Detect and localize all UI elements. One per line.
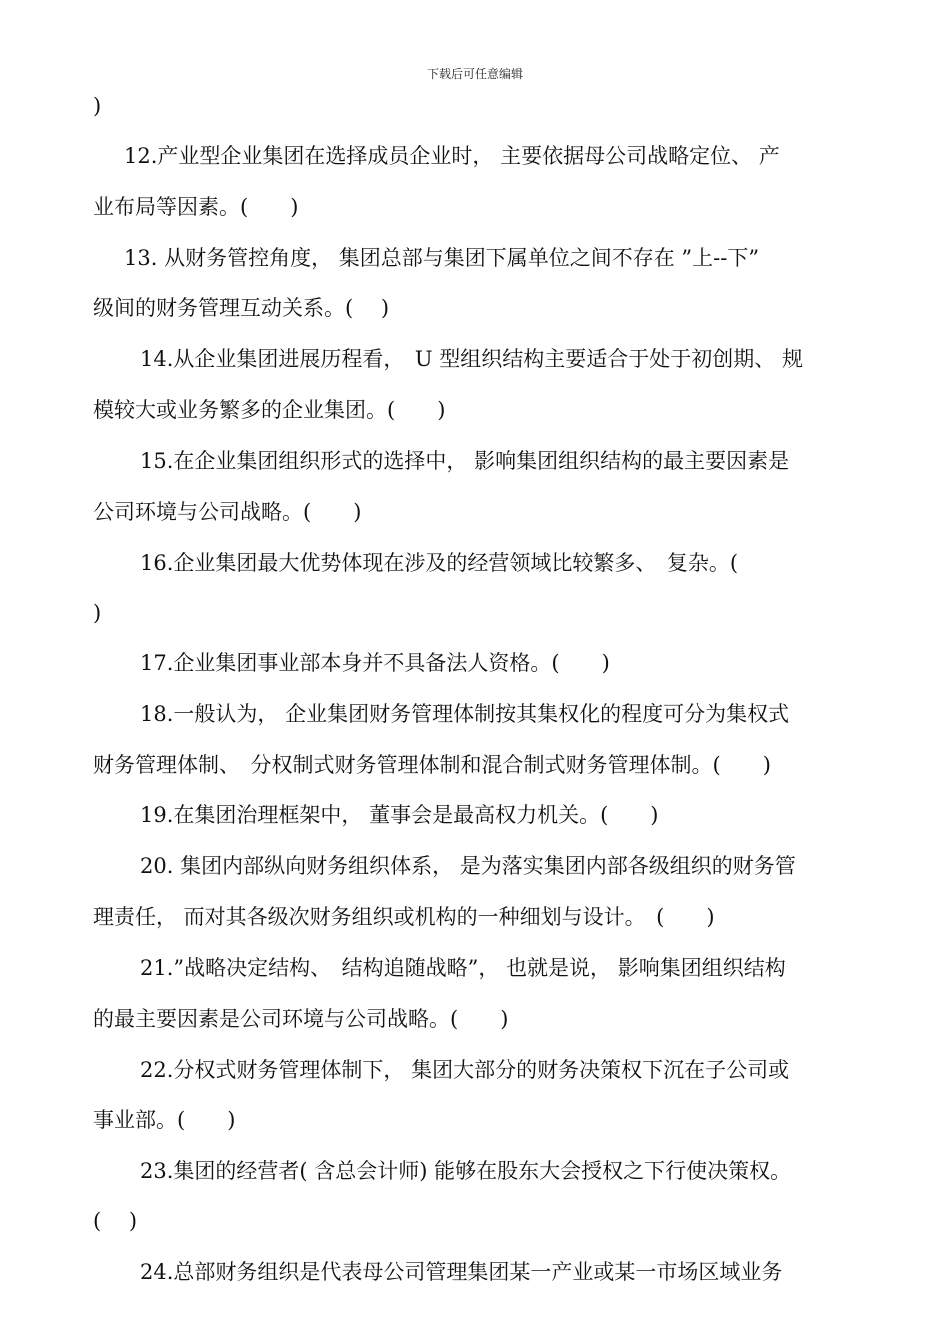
text-line: 22.分权式财务管理体制下， 集团大部分的财务决策权下沉在子公司或 <box>140 1058 790 1082</box>
text-line: 财务管理体制、 分权制式财务管理体制和混合制式财务管理体制。( ) <box>93 753 771 777</box>
text-line: 16.企业集团最大优势体现在涉及的经营领域比较繁多、 复杂。( <box>140 551 739 575</box>
text-line: 13. 从财务管控角度， 集团总部与集团下属单位之间不存在 ”上--下” <box>124 246 760 270</box>
text-line: 21.”战略决定结构、 结构追随战略”， 也就是说， 影响集团组织结构 <box>140 956 786 980</box>
page-header: 下载后可任意编辑 <box>426 67 523 81</box>
text-line: 14.从企业集团进展历程看， U 型组织结构主要适合于处于初创期、 规 <box>140 347 803 371</box>
text-line: 20. 集团内部纵向财务组织体系， 是为落实集团内部各级组织的财务管 <box>140 854 796 878</box>
text-line: ) <box>93 94 102 118</box>
text-line: 理责任， 而对其各级次财务组织或机构的一种细划与设计。 ( ) <box>93 905 715 929</box>
text-line: 18.一般认为， 企业集团财务管理体制按其集权化的程度可分为集权式 <box>140 702 790 726</box>
text-line: 事业部。( ) <box>93 1108 236 1132</box>
text-line: 19.在集团治理框架中， 董事会是最高权力机关。( ) <box>140 803 659 827</box>
text-line: 12.产业型企业集团在选择成员企业时， 主要依据母公司战略定位、 产 <box>124 144 780 168</box>
text-line: 17.企业集团事业部本身并不具备法人资格。( ) <box>140 651 610 675</box>
text-line: ) <box>93 601 102 625</box>
text-line: 级间的财务管理互动关系。( ) <box>93 296 390 320</box>
text-line: 15.在企业集团组织形式的选择中， 影响集团组织结构的最主要因素是 <box>140 449 790 473</box>
text-line: 的最主要因素是公司环境与公司战略。( ) <box>93 1007 509 1031</box>
text-line: 23.集团的经营者( 含总会计师) 能够在股东大会授权之下行使决策权。 <box>140 1159 792 1183</box>
text-line: 业布局等因素。( ) <box>93 195 299 219</box>
text-line: 公司环境与公司战略。( ) <box>93 500 362 524</box>
text-line: 模较大或业务繁多的企业集团。( ) <box>93 398 446 422</box>
text-line: ( ) <box>93 1209 138 1233</box>
text-line: 24.总部财务组织是代表母公司管理集团某一产业或某一市场区域业务 <box>140 1260 783 1284</box>
